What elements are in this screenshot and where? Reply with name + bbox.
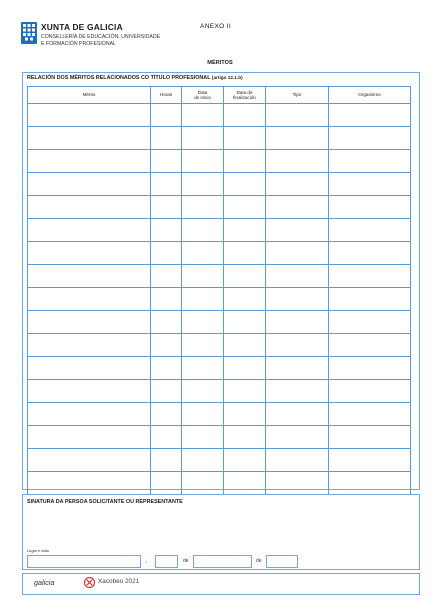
table-cell[interactable] (224, 472, 266, 495)
table-cell[interactable] (151, 288, 182, 311)
de-label-2: de (256, 558, 262, 564)
table-cell[interactable] (329, 104, 411, 127)
table-row (28, 311, 411, 334)
table-cell[interactable] (151, 472, 182, 495)
table-cell[interactable] (329, 173, 411, 196)
xacobeo-logo-icon (84, 577, 95, 588)
department-name (41, 34, 211, 48)
table-row (28, 380, 411, 403)
department-line-1: CONSELLERÍA DE EDUCACIÓN, UNIVERSIDADE (41, 34, 161, 40)
brand-title: XUNTA DE GALICIA (41, 22, 123, 32)
table-cell[interactable] (329, 403, 411, 426)
footer-box (22, 573, 420, 595)
table-row (28, 449, 411, 472)
table-cell[interactable] (28, 472, 151, 495)
table-cell[interactable] (28, 173, 151, 196)
year-field[interactable] (266, 555, 298, 568)
table-cell[interactable] (329, 426, 411, 449)
table-cell[interactable] (266, 127, 329, 150)
table-cell[interactable] (28, 380, 151, 403)
table-cell[interactable] (266, 449, 329, 472)
table-cell[interactable] (151, 449, 182, 472)
table-cell[interactable] (151, 150, 182, 173)
table-cell[interactable] (182, 242, 224, 265)
table-cell[interactable] (182, 357, 224, 380)
table-cell[interactable] (182, 426, 224, 449)
table-cell[interactable] (329, 357, 411, 380)
table-cell[interactable] (28, 104, 151, 127)
table-cell[interactable] (266, 265, 329, 288)
table-cell[interactable] (28, 449, 151, 472)
table-row (28, 150, 411, 173)
table-cell[interactable] (329, 449, 411, 472)
table-row (28, 288, 411, 311)
de-label-1: de (183, 558, 189, 564)
table-cell[interactable] (224, 357, 266, 380)
day-field[interactable] (155, 555, 178, 568)
merits-section-note: (artigo 12.1.b) (211, 75, 243, 80)
merits-table-header (28, 87, 411, 104)
table-cell[interactable] (151, 242, 182, 265)
table-cell[interactable] (266, 150, 329, 173)
table-cell[interactable] (182, 219, 224, 242)
table-cell[interactable] (28, 426, 151, 449)
table-cell[interactable] (224, 334, 266, 357)
table-cell[interactable] (182, 334, 224, 357)
column-header-organismo: Organismo (329, 87, 411, 104)
xunta-logo-icon (21, 22, 37, 44)
table-cell[interactable] (182, 311, 224, 334)
table-cell[interactable] (151, 196, 182, 219)
column-header-tipo: Tipo (266, 87, 329, 104)
table-cell[interactable] (28, 311, 151, 334)
table-cell[interactable] (224, 288, 266, 311)
table-cell[interactable] (266, 472, 329, 495)
table-cell[interactable] (151, 219, 182, 242)
table-cell[interactable] (266, 288, 329, 311)
table-cell[interactable] (151, 104, 182, 127)
table-cell[interactable] (182, 288, 224, 311)
table-cell[interactable] (266, 173, 329, 196)
table-cell[interactable] (329, 219, 411, 242)
table-cell[interactable] (266, 242, 329, 265)
table-cell[interactable] (224, 403, 266, 426)
table-cell[interactable] (266, 357, 329, 380)
table-cell[interactable] (224, 196, 266, 219)
table-cell[interactable] (224, 104, 266, 127)
comma-separator: , (146, 558, 148, 564)
column-header-horas: Horas (151, 87, 182, 104)
table-row (28, 265, 411, 288)
table-cell[interactable] (28, 150, 151, 173)
table-cell[interactable] (182, 173, 224, 196)
table-cell[interactable] (224, 242, 266, 265)
table-cell[interactable] (224, 426, 266, 449)
table-row (28, 426, 411, 449)
table-cell[interactable] (28, 219, 151, 242)
table-row (28, 196, 411, 219)
table-row (28, 219, 411, 242)
column-header-data-finalizacion: Data de finalización (224, 87, 266, 104)
table-cell[interactable] (151, 334, 182, 357)
table-cell[interactable] (224, 380, 266, 403)
table-cell[interactable] (151, 357, 182, 380)
table-cell[interactable] (266, 311, 329, 334)
table-cell[interactable] (329, 196, 411, 219)
table-cell[interactable] (182, 150, 224, 173)
table-row (28, 242, 411, 265)
table-cell[interactable] (182, 449, 224, 472)
table-cell[interactable] (182, 380, 224, 403)
table-cell[interactable] (329, 150, 411, 173)
table-cell[interactable] (151, 311, 182, 334)
place-date-label: Lugar e data (27, 548, 49, 553)
table-cell[interactable] (266, 196, 329, 219)
table-row (28, 472, 411, 495)
department-line-2: E FORMACIÓN PROFESIONAL (41, 40, 116, 47)
table-cell[interactable] (224, 265, 266, 288)
place-field[interactable] (27, 555, 141, 568)
table-cell[interactable] (28, 242, 151, 265)
annex-label: ANEXO II (200, 23, 231, 30)
table-cell[interactable] (182, 265, 224, 288)
table-cell[interactable] (266, 403, 329, 426)
table-cell[interactable] (224, 449, 266, 472)
table-row (28, 334, 411, 357)
table-cell[interactable] (266, 219, 329, 242)
table-cell[interactable] (151, 127, 182, 150)
table-cell[interactable] (266, 380, 329, 403)
table-cell[interactable] (224, 173, 266, 196)
column-header-merito: Mérito (28, 87, 151, 104)
table-cell[interactable] (28, 357, 151, 380)
table-row (28, 104, 411, 127)
signature-section-title: SINATURA DA PERSOA SOLICITANTE OU REPRESENTANTE (27, 499, 183, 505)
table-cell[interactable] (151, 403, 182, 426)
merits-table-body (28, 104, 411, 495)
table-cell[interactable] (151, 265, 182, 288)
table-cell[interactable] (224, 311, 266, 334)
xacobeo-logo: Xacobeo 2021 (98, 578, 140, 585)
table-row (28, 403, 411, 426)
table-cell[interactable] (28, 196, 151, 219)
table-cell[interactable] (329, 380, 411, 403)
table-cell[interactable] (329, 265, 411, 288)
table-cell[interactable] (28, 403, 151, 426)
table-cell[interactable] (329, 242, 411, 265)
table-cell[interactable] (182, 104, 224, 127)
table-cell[interactable] (28, 127, 151, 150)
table-cell[interactable] (329, 334, 411, 357)
table-cell[interactable] (182, 403, 224, 426)
table-cell[interactable] (329, 288, 411, 311)
merits-section-heading: RELACIÓN DOS MÉRITOS RELACIONADOS CO TÍTULO PROFESIONAL (27, 75, 211, 81)
table-cell[interactable] (266, 104, 329, 127)
table-cell[interactable] (28, 265, 151, 288)
table-cell[interactable] (28, 288, 151, 311)
column-header-data-inicio: Data de inicio (182, 87, 224, 104)
table-cell[interactable] (224, 219, 266, 242)
table-cell[interactable] (182, 127, 224, 150)
table-cell[interactable] (266, 334, 329, 357)
table-row (28, 127, 411, 150)
merits-section-title (27, 75, 243, 81)
table-cell[interactable] (266, 426, 329, 449)
table-row (28, 173, 411, 196)
table-row (28, 357, 411, 380)
galicia-logo: galicia (34, 578, 55, 587)
page-title: MÉRITOS (207, 60, 233, 66)
table-cell[interactable] (182, 196, 224, 219)
table-cell[interactable] (329, 127, 411, 150)
merits-table (27, 86, 411, 495)
table-cell[interactable] (329, 472, 411, 495)
month-field[interactable] (193, 555, 252, 568)
table-cell[interactable] (329, 311, 411, 334)
table-cell[interactable] (151, 173, 182, 196)
table-cell[interactable] (182, 472, 224, 495)
table-cell[interactable] (151, 380, 182, 403)
table-cell[interactable] (151, 426, 182, 449)
table-cell[interactable] (224, 127, 266, 150)
table-cell[interactable] (224, 150, 266, 173)
table-cell[interactable] (28, 334, 151, 357)
